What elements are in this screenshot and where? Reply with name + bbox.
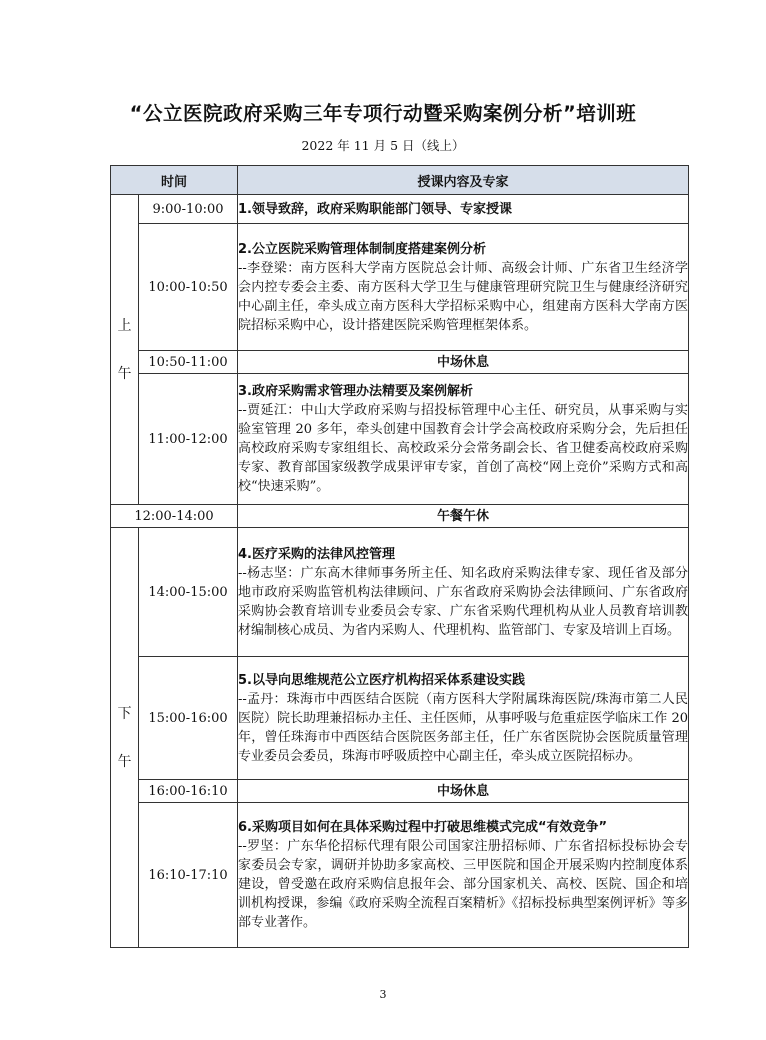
session-topic: 6.采购项目如何在具体采购过程中打破思维模式完成“有效竞争” [238, 820, 608, 835]
session-topic: 3.政府采购需求管理办法精要及案例解析 [238, 384, 473, 399]
table-row [111, 803, 689, 948]
session-topic: 2.公立医院采购管理体制制度搭建案例分析 [238, 241, 486, 257]
break-label: 午餐午休 [238, 505, 689, 528]
table-row [111, 780, 689, 803]
header-time: 时间 [111, 166, 238, 195]
event-date: 2022 年 11 月 5 日（线上） [301, 138, 465, 153]
document-title: “公立医院政府采购三年专项行动暨采购案例分析”培训班 [129, 102, 637, 125]
table-row [111, 657, 689, 780]
table-row [111, 505, 689, 528]
session-time: 16:00-16:10 [139, 780, 238, 803]
session-time: 9:00-10:00 [139, 195, 238, 224]
session-time: 14:00-15:00 [139, 528, 238, 657]
table-row [111, 374, 689, 505]
session-speaker: --李登梁：南方医科大学南方医院总会计师、高级会计师、广东省卫生经济学会内控专委会主委、南方医科大学卫生与健康管理研究院卫生与健康经济研究中心副主任，牵头成立南方医科大学招标采购中心，组建南方医科大学南方医院招标采购中心，设计搭建医院采购管理框架体系。 [238, 260, 689, 333]
break-label: 中场休息 [238, 351, 689, 374]
session-time: 10:00-10:50 [139, 224, 238, 351]
session-time: 12:00-14:00 [111, 505, 238, 528]
table-row [111, 224, 689, 351]
table-row [111, 351, 689, 374]
session-time: 15:00-16:00 [139, 657, 238, 780]
session-content [238, 224, 689, 351]
period-afternoon: 下 午 [111, 528, 139, 948]
header-content: 授课内容及专家 [238, 166, 689, 195]
session-topic: 1.领导致辞，政府采购职能部门领导、专家授课 [238, 201, 512, 217]
session-content [238, 657, 689, 780]
session-content [238, 195, 689, 224]
session-content [238, 374, 689, 505]
schedule-table [110, 165, 689, 948]
session-time: 16:10-17:10 [139, 803, 238, 948]
session-time: 10:50-11:00 [139, 351, 238, 374]
session-time: 11:00-12:00 [139, 374, 238, 505]
table-row [111, 195, 689, 224]
page-number: 3 [379, 988, 387, 1001]
break-label: 中场休息 [238, 780, 689, 803]
session-speaker: --罗坚：广东华伦招标代理有限公司国家注册招标师、广东省招标投标协会专家委员会专家，调研并协助多家高校、三甲医院和国企开展采购内控制度体系建设，曾受邀在政府采购信息报年会、部分国家机关、高校、医院、国企和培训机构授课，参编《政府采购全流程百案精析》《招标投标典型案例评析》等多部专业著作。 [238, 839, 689, 930]
session-speaker: --杨志坚：广东高木律师事务所主任、知名政府采购法律专家、现任省及部分地市政府采购监管机构法律顾问、广东省政府采购协会法律顾问、广东省政府采购协会教育培训专业委员会专家、广东省采购代理机构从业人员教育培训教材编制核心成员、为省内采购人、代理机构、监管部门、专家及培训上百场。 [238, 565, 689, 638]
session-speaker: --贾延江：中山大学政府采购与招投标管理中心主任、研究员，从事采购与实验室管理 20 多年，牵头创建中国教育会计学会高校政府采购分会，先后担任高校政府采购专家组组长、高校政采分会常务副会长、省卫健委高校政府采购专家、教育部国家级教学成果评审专家，首创了高校“网上竞价”采购方式和高校“快速采购”。 [238, 403, 689, 494]
session-topic: 4.医疗采购的法律风控管理 [238, 546, 395, 562]
table-row [111, 528, 689, 657]
table-header-row [111, 166, 689, 195]
session-content [238, 803, 689, 948]
session-speaker: --孟丹：珠海市中西医结合医院（南方医科大学附属珠海医院/珠海市第二人民医院）院长助理兼招标办主任、主任医师，从事呼吸与危重症医学临床工作 20 年，曾任珠海市中西医结合医院医务部主任，任广东省医院协会医院质量管理专业委员会委员，珠海市呼吸质控中心副主任，牵头成立医院招标办。 [238, 691, 689, 764]
session-content [238, 528, 689, 657]
session-topic: 5.以导向思维规范公立医疗机构招采体系建设实践 [238, 672, 525, 688]
period-morning: 上 午 [111, 195, 139, 505]
